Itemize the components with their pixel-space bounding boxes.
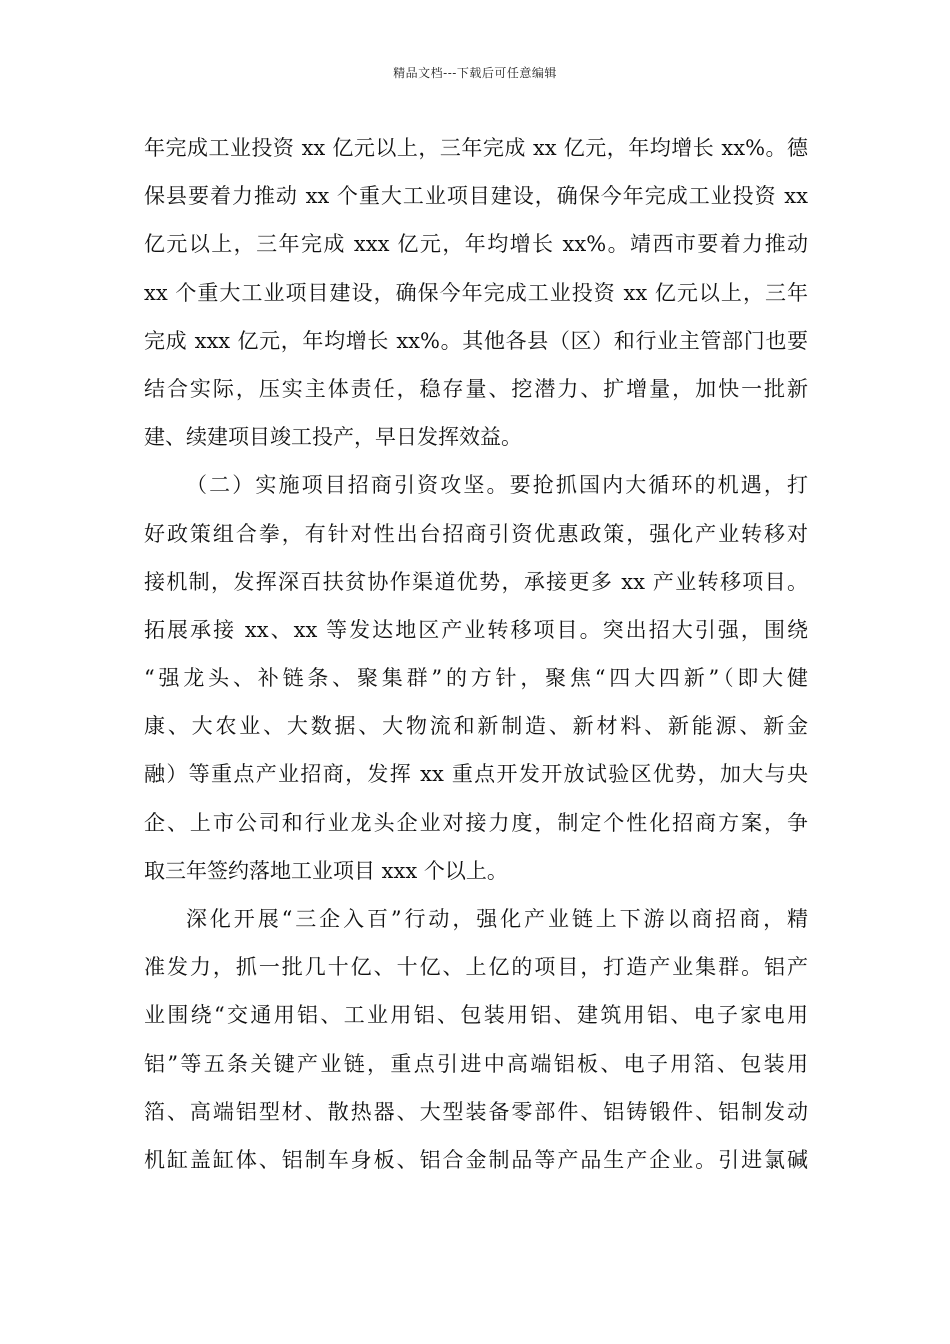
text-line: 建、续建项目竣工投产，早日发挥效益。 — [144, 425, 522, 450]
text-line: 铝”等五条关键产业链，重点引进中高端铝板、电子用箔、包装用 — [144, 1051, 808, 1076]
text-line: 亿元以上，三年完成 xxx 亿元，年均增长 xx%。靖西市要着力推动 — [144, 232, 808, 257]
text-line: “强龙头、补链条、聚集群”的方针，聚焦“四大四新”（即大健 — [144, 666, 808, 691]
document-body — [144, 124, 808, 1184]
text-line: 保县要着力推动 xx 个重大工业项目建设，确保今年完成工业投资 xx — [144, 184, 808, 209]
text-line-section-heading: （二）实施项目招商引资攻坚。要抢抓国内大循环的机遇，打 — [186, 473, 808, 498]
text-line: 取三年签约落地工业项目 xxx 个以上。 — [144, 858, 508, 883]
text-line-paragraph-start: 深化开展“三企入百”行动，强化产业链上下游以商招商，精 — [186, 907, 808, 931]
page-header: 精品文档---下载后可任意编辑 — [393, 66, 557, 80]
text-line: 年完成工业投资 xx 亿元以上，三年完成 xx 亿元，年均增长 xx%。德 — [144, 136, 808, 160]
text-line: 企、上市公司和行业龙头企业对接力度，制定个性化招商方案，争 — [144, 810, 808, 835]
text-line: xx 个重大工业项目建设，确保今年完成工业投资 xx 亿元以上，三年 — [144, 280, 808, 305]
text-line: 接机制，发挥深百扶贫协作渠道优势，承接更多 xx 产业转移项目。 — [144, 569, 808, 594]
text-line: 完成 xxx 亿元，年均增长 xx%。其他各县（区）和行业主管部门也要 — [144, 328, 808, 353]
text-line: 准发力，抓一批几十亿、十亿、上亿的项目，打造产业集群。铝产 — [144, 955, 808, 980]
text-line: 康、大农业、大数据、大物流和新制造、新材料、新能源、新金 — [144, 714, 808, 739]
text-line: 融）等重点产业招商，发挥 xx 重点开发开放试验区优势，加大与央 — [144, 762, 808, 787]
text-line: 结合实际，压实主体责任，稳存量、挖潜力、扩增量，加快一批新 — [144, 376, 808, 401]
text-line: 业围绕“交通用铝、工业用铝、包装用铝、建筑用铝、电子家电用 — [144, 1003, 808, 1028]
text-line: 好政策组合拳，有针对性出台招商引资优惠政策，强化产业转移对 — [144, 521, 808, 546]
text-line: 箔、高端铝型材、散热器、大型装备零部件、铝铸锻件、铝制发动 — [144, 1099, 808, 1124]
text-line: 拓展承接 xx、xx 等发达地区产业转移项目。突出招大引强，围绕 — [144, 617, 808, 642]
text-line: 机缸盖缸体、铝制车身板、铝合金制品等产品生产企业。引进氯碱 — [144, 1147, 808, 1172]
